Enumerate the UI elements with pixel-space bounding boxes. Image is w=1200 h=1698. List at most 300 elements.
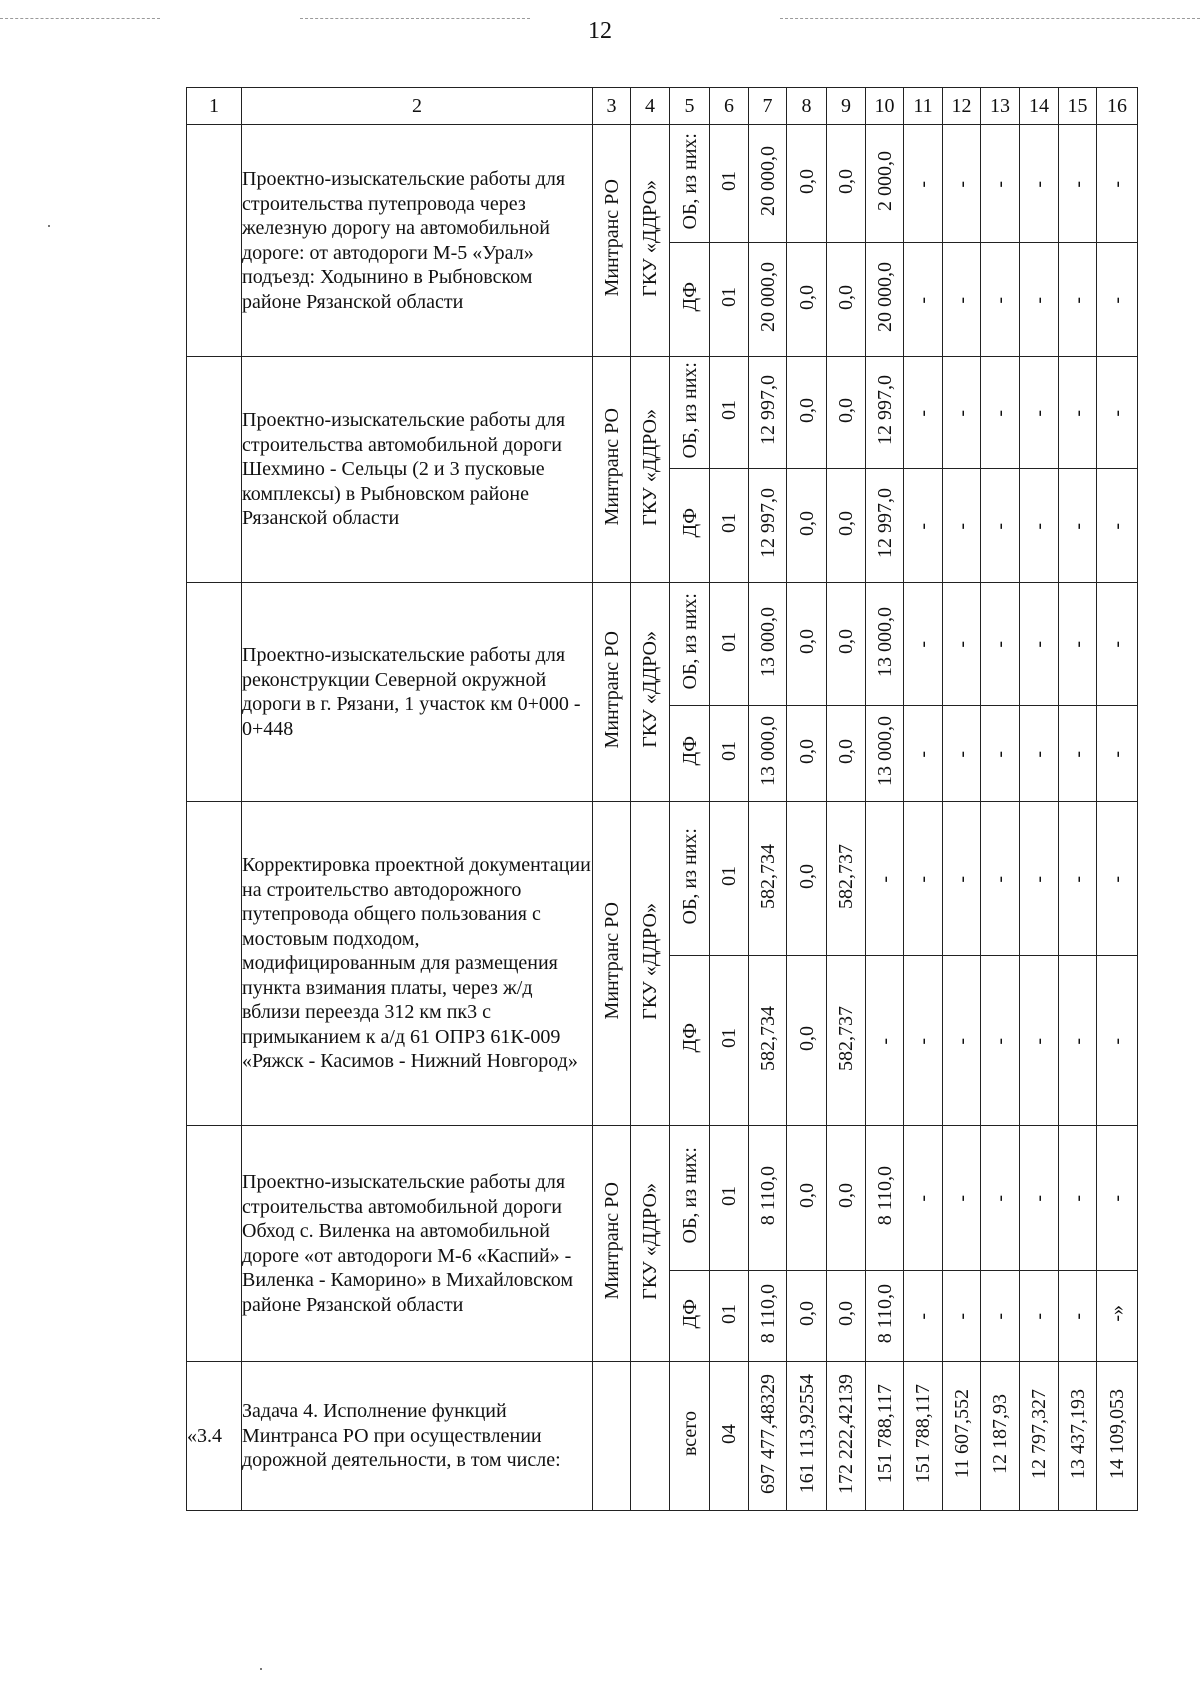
table-cell xyxy=(981,1362,1020,1511)
cell-value: 582,734 xyxy=(756,843,779,909)
scan-speck xyxy=(48,225,50,227)
cell-value: 13 437,193 xyxy=(1066,1388,1089,1479)
cell-value: - xyxy=(950,296,973,304)
cell-value: 13 000,0 xyxy=(756,606,779,677)
cell-value: - xyxy=(912,1195,934,1202)
table-cell xyxy=(904,583,943,706)
table-cell xyxy=(904,956,943,1126)
cell-value: - xyxy=(1066,750,1089,758)
table-cell xyxy=(981,243,1020,357)
table-cell xyxy=(904,1126,943,1271)
cell-value: - xyxy=(1028,1313,1050,1320)
executor-cell xyxy=(631,1126,670,1362)
table-cell xyxy=(670,357,710,469)
cell-value: 151 788,117 xyxy=(873,1383,896,1484)
table-cell xyxy=(749,1362,787,1511)
item-name: Корректировка проектной документации на строительство автодорожного путепровода общего пользования с мостовым подходом, модифицированным для размещения пункта взимания платы, через ж/д вблизи переезда 312 км пк3 с примыканием к а/д 61 ОПРЗ 61К-009 «Ряжск - Касимов - Нижний Новгород» xyxy=(242,802,593,1126)
header-cell: 16 xyxy=(1097,88,1138,125)
cell-value: - xyxy=(950,750,973,758)
table-cell xyxy=(981,1271,1020,1362)
table-cell xyxy=(866,1126,904,1271)
table-row xyxy=(187,125,1138,243)
table-cell xyxy=(904,243,943,357)
table-cell xyxy=(710,243,749,357)
cell-value: - xyxy=(950,522,973,530)
table-cell xyxy=(593,1362,631,1511)
table-cell xyxy=(827,802,866,956)
cell-value: 582,734 xyxy=(756,1005,779,1071)
table-cell xyxy=(1020,125,1059,243)
table-cell xyxy=(1020,706,1059,802)
responsible-cell xyxy=(593,802,631,1126)
table-cell xyxy=(1097,802,1138,956)
table-cell xyxy=(1097,1362,1138,1511)
table-cell xyxy=(787,1362,827,1511)
table-cell xyxy=(827,125,866,243)
table-cell xyxy=(1020,243,1059,357)
header-cell: 3 xyxy=(593,88,631,125)
cell-value: - xyxy=(950,1037,973,1045)
table-row xyxy=(187,357,1138,469)
responsible-cell xyxy=(593,125,631,357)
table-cell xyxy=(1059,1362,1097,1511)
header-cell: 14 xyxy=(1020,88,1059,125)
cell-value: - xyxy=(989,409,1011,417)
header-cell: 6 xyxy=(710,88,749,125)
header-cell: 5 xyxy=(670,88,710,125)
cell-value: 11 607,552 xyxy=(950,1388,973,1479)
cell-value: - xyxy=(1028,409,1050,417)
cell-value: 582,737 xyxy=(835,843,857,909)
header-cell: 12 xyxy=(943,88,981,125)
item-name: Проектно-изыскательские работы для строительства путепровода через железную дорогу на автомобильной дороге: от автодороги М-5 «Урал» подъезд: Ходынино в Рыбновском районе Рязанской области xyxy=(242,125,593,357)
table-cell xyxy=(670,956,710,1126)
cell-value: 8 110,0 xyxy=(756,1165,779,1226)
table-cell xyxy=(866,125,904,243)
cell-value: - xyxy=(950,875,973,883)
cell-value: 0,0 xyxy=(835,510,857,536)
cell-value: 01 xyxy=(718,1185,740,1206)
table-cell xyxy=(787,802,827,956)
cell-value: 14 109,053 xyxy=(1106,1388,1128,1479)
table-cell xyxy=(827,956,866,1126)
header-cell: 13 xyxy=(981,88,1020,125)
executor-cell xyxy=(631,357,670,583)
cell-value: 0,0 xyxy=(835,284,857,310)
item-number-cell xyxy=(187,583,242,802)
table-row xyxy=(187,802,1138,956)
cell-value: - xyxy=(912,1313,934,1320)
table-cell xyxy=(787,583,827,706)
table-cell xyxy=(1097,469,1138,583)
cell-value: - xyxy=(989,750,1011,758)
table-cell xyxy=(710,802,749,956)
cell-value: 0,0 xyxy=(795,1183,818,1208)
table-cell xyxy=(1020,357,1059,469)
cell-value: 01 xyxy=(718,400,740,420)
table-cell xyxy=(1097,125,1138,243)
cell-value: - xyxy=(1028,1037,1050,1045)
table-cell xyxy=(1020,1126,1059,1271)
header-cell: 10 xyxy=(866,88,904,125)
table-cell xyxy=(1059,583,1097,706)
table-cell xyxy=(981,706,1020,802)
table-cell xyxy=(1020,583,1059,706)
table-cell xyxy=(787,956,827,1126)
cell-value: 0,0 xyxy=(795,397,818,423)
cell-value: 0,0 xyxy=(835,1301,857,1326)
table-cell xyxy=(904,469,943,583)
item-number-cell xyxy=(187,357,242,583)
cell-value: - xyxy=(989,1037,1011,1045)
item-name: Проектно-изыскательские работы для строительства автомобильной дороги Обход с. Виленка на автомобильной дороге «от автодороги М-6 «Каспий» - Виленка - Каморино» в Михайловском районе Рязанской области xyxy=(242,1126,593,1362)
cell-value: - xyxy=(1106,1195,1128,1202)
table-cell xyxy=(670,1126,710,1271)
table-cell xyxy=(981,357,1020,469)
cell-value: 0,0 xyxy=(795,168,818,194)
table-cell xyxy=(981,583,1020,706)
table-cell xyxy=(1059,1126,1097,1271)
cell-value: 0,0 xyxy=(795,510,818,536)
executor-text: ГКУ «ДДРО» xyxy=(639,631,661,748)
page-number: 12 xyxy=(588,18,612,44)
table-row xyxy=(187,583,1138,706)
table-cell xyxy=(866,583,904,706)
header-cell: 2 xyxy=(242,88,593,125)
table-cell xyxy=(943,802,981,956)
table-cell xyxy=(866,243,904,357)
executor-text: ГКУ «ДДРО» xyxy=(639,902,661,1020)
cell-value: ОБ, из них: xyxy=(678,1147,701,1244)
cell-value: 0,0 xyxy=(835,397,857,423)
item-number-cell xyxy=(187,125,242,357)
table-cell xyxy=(787,1271,827,1362)
cell-value: - xyxy=(912,180,934,188)
cell-value: - xyxy=(1066,409,1089,417)
table-cell xyxy=(1059,125,1097,243)
cell-value: ОБ, из них: xyxy=(678,132,701,230)
cell-value: ДФ xyxy=(678,736,701,766)
cell-value: - xyxy=(1066,296,1089,304)
table-cell xyxy=(904,706,943,802)
table-cell xyxy=(710,357,749,469)
table-cell xyxy=(866,1271,904,1362)
header-cell: 1 xyxy=(187,88,242,125)
cell-value: - xyxy=(1066,641,1089,648)
table-cell xyxy=(749,1271,787,1362)
cell-value: - xyxy=(1106,1037,1128,1045)
cell-value: - xyxy=(1066,1313,1089,1320)
cell-value: 01 xyxy=(718,866,740,886)
cell-value: 0,0 xyxy=(835,629,857,654)
table-cell xyxy=(1059,956,1097,1126)
cell-value: 8 110,0 xyxy=(756,1283,779,1344)
table-cell xyxy=(827,357,866,469)
cell-value: -» xyxy=(1106,1305,1128,1322)
item-name: Проектно-изыскательские работы для строительства автомобильной дороги Шехмино - Сельцы (2 и 3 пусковые комплексы) в Рыбновском районе Рязанской области xyxy=(242,357,593,583)
cell-value: - xyxy=(1028,875,1050,883)
cell-value: 0,0 xyxy=(795,863,818,889)
table-cell xyxy=(866,706,904,802)
cell-value: - xyxy=(989,522,1011,530)
table-cell xyxy=(866,357,904,469)
cell-value: 01 xyxy=(718,1028,740,1048)
task-name: Задача 4. Исполнение функций Минтранса РО при осуществлении дорожной деятельности, в том числе: xyxy=(242,1362,593,1511)
cell-value: - xyxy=(1066,875,1089,883)
table-cell xyxy=(866,469,904,583)
cell-value: - xyxy=(989,296,1011,304)
task-row xyxy=(187,1362,1138,1511)
cell-value: 12 797,327 xyxy=(1028,1388,1050,1479)
cell-value: - xyxy=(1066,180,1089,188)
cell-value: - xyxy=(1028,522,1050,530)
table-cell xyxy=(787,706,827,802)
cell-value: - xyxy=(989,1313,1011,1320)
table-cell xyxy=(827,1362,866,1511)
task-number: «3.4 xyxy=(187,1362,242,1511)
table-cell xyxy=(710,706,749,802)
cell-value: ОБ, из них: xyxy=(678,361,701,459)
cell-value: 161 113,92554 xyxy=(795,1373,818,1494)
cell-value: - xyxy=(912,296,934,304)
table-cell xyxy=(1059,243,1097,357)
cell-value: 2 000,0 xyxy=(873,151,896,211)
responsible-cell xyxy=(593,357,631,583)
table-cell xyxy=(710,583,749,706)
table-cell xyxy=(1020,956,1059,1126)
cell-value: 04 xyxy=(718,1423,740,1444)
budget-table xyxy=(186,87,1138,1511)
table-cell xyxy=(787,469,827,583)
table-cell xyxy=(866,1362,904,1511)
table-cell xyxy=(827,243,866,357)
table-cell xyxy=(904,125,943,243)
table-cell xyxy=(710,125,749,243)
cell-value: - xyxy=(1106,409,1128,417)
cell-value: 20 000,0 xyxy=(756,146,779,216)
cell-value: 8 110,0 xyxy=(873,1283,896,1344)
cell-value: - xyxy=(1066,522,1089,530)
table-cell xyxy=(670,1362,710,1511)
cell-value: 151 788,117 xyxy=(912,1383,934,1484)
table-row xyxy=(187,1126,1138,1271)
table-cell xyxy=(1059,1271,1097,1362)
table-cell xyxy=(749,956,787,1126)
table-cell xyxy=(710,1271,749,1362)
cell-value: ДФ xyxy=(678,282,701,312)
cell-value: 12 997,0 xyxy=(756,488,779,558)
table-cell xyxy=(943,583,981,706)
table-cell xyxy=(943,243,981,357)
table-cell xyxy=(1020,1362,1059,1511)
table-cell xyxy=(787,357,827,469)
table-cell xyxy=(710,1362,749,1511)
table-cell xyxy=(981,125,1020,243)
table-cell xyxy=(749,243,787,357)
cell-value: 13 000,0 xyxy=(873,606,896,677)
cell-value: - xyxy=(912,522,934,530)
executor-text: ГКУ «ДДРО» xyxy=(639,179,661,297)
table-cell xyxy=(943,1362,981,1511)
table-cell xyxy=(827,583,866,706)
cell-value: - xyxy=(1106,180,1128,188)
cell-value: 0,0 xyxy=(835,1183,857,1208)
table-cell xyxy=(1097,956,1138,1126)
table-cell xyxy=(943,125,981,243)
cell-value: - xyxy=(950,180,973,188)
responsible-cell xyxy=(593,1126,631,1362)
table-cell xyxy=(1020,469,1059,583)
responsible-text: Минтранс РО xyxy=(600,1182,623,1300)
cell-value: - xyxy=(950,1195,973,1202)
cell-value: - xyxy=(1028,180,1050,188)
cell-value: ОБ, из них: xyxy=(678,593,701,690)
cell-value: 01 xyxy=(718,741,740,761)
responsible-text: Минтранс РО xyxy=(600,630,623,749)
table-cell xyxy=(866,956,904,1126)
table-cell xyxy=(1059,357,1097,469)
cell-value: - xyxy=(989,1195,1011,1202)
header-cell: 15 xyxy=(1059,88,1097,125)
table-cell xyxy=(943,706,981,802)
table-cell xyxy=(749,583,787,706)
cell-value: 0,0 xyxy=(795,738,818,764)
cell-value: 12 997,0 xyxy=(873,488,896,558)
executor-cell xyxy=(631,802,670,1126)
executor-cell xyxy=(631,125,670,357)
cell-value: - xyxy=(1106,750,1128,758)
table-cell xyxy=(670,1271,710,1362)
table-cell xyxy=(631,1362,670,1511)
cell-value: - xyxy=(912,641,934,648)
table-cell xyxy=(827,469,866,583)
cell-value: всего xyxy=(678,1410,701,1457)
cell-value: - xyxy=(1066,1037,1089,1045)
cell-value: - xyxy=(1106,296,1128,304)
item-number-cell xyxy=(187,802,242,1126)
cell-value: - xyxy=(912,875,934,883)
table-cell xyxy=(710,956,749,1126)
table-cell xyxy=(670,583,710,706)
cell-value: 12 997,0 xyxy=(756,375,779,445)
table-cell xyxy=(943,956,981,1126)
cell-value: - xyxy=(873,1037,896,1045)
cell-value: - xyxy=(1106,875,1128,883)
cell-value: 20 000,0 xyxy=(873,262,896,332)
cell-value: 0,0 xyxy=(835,738,857,764)
table-cell xyxy=(787,243,827,357)
executor-text: ГКУ «ДДРО» xyxy=(639,1182,661,1300)
table-cell xyxy=(981,1126,1020,1271)
table-cell xyxy=(1020,802,1059,956)
header-cell: 11 xyxy=(904,88,943,125)
table-cell xyxy=(827,1126,866,1271)
cell-value: 0,0 xyxy=(795,284,818,310)
table-cell xyxy=(1020,1271,1059,1362)
cell-value: 01 xyxy=(718,513,740,533)
cell-value: - xyxy=(1106,522,1128,530)
cell-value: 697 477,48329 xyxy=(756,1373,779,1494)
cell-value: 13 000,0 xyxy=(756,716,779,786)
cell-value: 172 222,42139 xyxy=(835,1373,857,1494)
cell-value: - xyxy=(1066,1195,1089,1202)
table-cell xyxy=(981,469,1020,583)
table-cell xyxy=(749,706,787,802)
cell-value: 0,0 xyxy=(795,1301,818,1326)
cell-value: ОБ, из них: xyxy=(678,827,701,925)
table-cell xyxy=(1059,706,1097,802)
cell-value: 01 xyxy=(718,631,740,652)
cell-value: ДФ xyxy=(678,1023,701,1053)
header-cell: 9 xyxy=(827,88,866,125)
item-name: Проектно-изыскательские работы для реконструкции Северной окружной дороги в г. Рязани, 1 участок км 0+000 - 0+448 xyxy=(242,583,593,802)
responsible-cell xyxy=(593,583,631,802)
cell-value: ДФ xyxy=(678,1298,701,1329)
table-cell xyxy=(866,802,904,956)
responsible-text: Минтранс РО xyxy=(600,902,623,1020)
executor-cell xyxy=(631,583,670,802)
table-cell xyxy=(943,357,981,469)
cell-value: - xyxy=(989,180,1011,188)
table-cell xyxy=(1097,1271,1138,1362)
header-cell: 4 xyxy=(631,88,670,125)
cell-value: - xyxy=(1028,296,1050,304)
table-cell xyxy=(749,1126,787,1271)
table-cell xyxy=(670,706,710,802)
cell-value: 20 000,0 xyxy=(756,262,779,332)
table-cell xyxy=(904,1362,943,1511)
table-cell xyxy=(1097,357,1138,469)
table-cell xyxy=(670,243,710,357)
table-cell xyxy=(749,802,787,956)
table-cell xyxy=(787,1126,827,1271)
table-cell xyxy=(670,469,710,583)
table-cell xyxy=(943,1271,981,1362)
table-cell xyxy=(904,802,943,956)
table-cell xyxy=(943,1126,981,1271)
table-cell xyxy=(670,125,710,243)
table-cell xyxy=(904,357,943,469)
cell-value: 01 xyxy=(718,171,740,191)
cell-value: - xyxy=(912,1037,934,1045)
table-cell xyxy=(943,469,981,583)
header-cell: 7 xyxy=(749,88,787,125)
table-cell xyxy=(1059,469,1097,583)
cell-value: 01 xyxy=(718,287,740,307)
table-cell xyxy=(710,1126,749,1271)
responsible-text: Минтранс РО xyxy=(600,179,623,297)
cell-value: - xyxy=(950,641,973,648)
cell-value: - xyxy=(1028,1195,1050,1202)
cell-value: ДФ xyxy=(678,508,701,538)
table-cell xyxy=(787,125,827,243)
table-cell xyxy=(710,469,749,583)
cell-value: - xyxy=(950,409,973,417)
table-cell xyxy=(1097,1126,1138,1271)
cell-value: - xyxy=(1028,750,1050,758)
table-cell xyxy=(670,802,710,956)
table-cell xyxy=(904,1271,943,1362)
table-cell xyxy=(981,956,1020,1126)
cell-value: 8 110,0 xyxy=(873,1165,896,1226)
cell-value: - xyxy=(950,1313,973,1320)
cell-value: 0,0 xyxy=(795,1025,818,1051)
cell-value: 0,0 xyxy=(795,629,818,654)
cell-value: - xyxy=(1028,641,1050,648)
cell-value: 13 000,0 xyxy=(873,716,896,786)
executor-text: ГКУ «ДДРО» xyxy=(639,408,661,526)
cell-value: - xyxy=(989,641,1011,648)
